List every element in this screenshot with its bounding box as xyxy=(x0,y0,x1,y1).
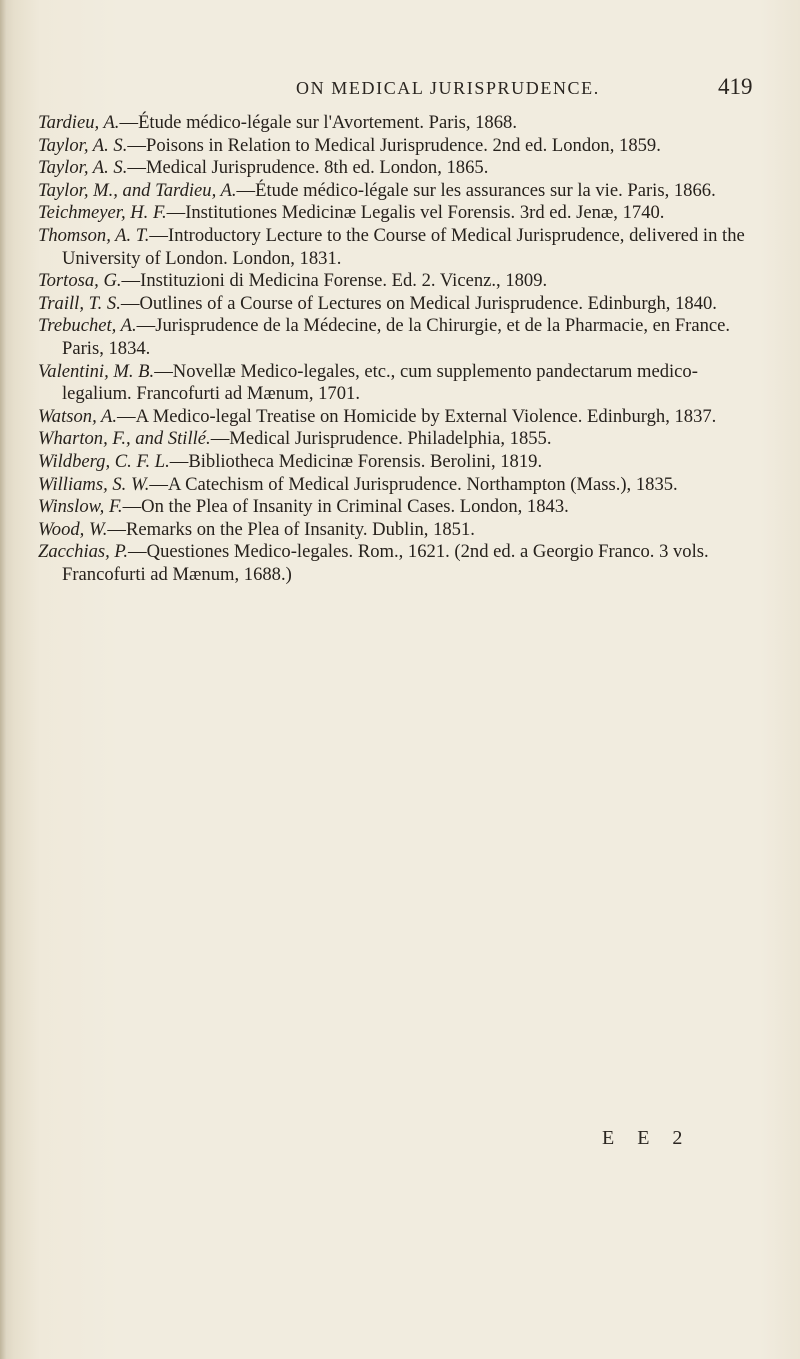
entry-author: Valentini, M. B. xyxy=(38,360,155,382)
entry-text: —Medical Jurisprudence. Philadelphia, 1855. xyxy=(210,428,552,450)
bibliography-entry xyxy=(38,112,760,135)
bibliography-entry xyxy=(38,225,760,270)
entry-text: —Remarks on the Plea of Insanity. Dublin, 1851. xyxy=(107,518,475,540)
entry-text: —Medical Jurisprudence. 8th ed. London, 1865. xyxy=(127,157,489,179)
entry-text: —Jurisprudence de la Médecine, de la Chirurgie, et de la Pharmacie, en France. Paris, 1834. xyxy=(62,315,731,359)
entry-text: —A Medico-legal Treatise on Homicide by External Violence. Edinburgh, 1837. xyxy=(117,405,717,427)
entry-author: Trebuchet, A. xyxy=(38,315,137,337)
entry-text: —Étude médico-légale sur les assurances sur la vie. Paris, 1866. xyxy=(236,179,716,201)
entry-author: Watson, A. xyxy=(38,405,118,427)
entry-text: —A Catechism of Medical Jurisprudence. Northampton (Mass.), 1835. xyxy=(149,473,678,495)
bibliography-entry xyxy=(38,428,760,451)
entry-author: Wildberg, C. F. L. xyxy=(38,450,170,472)
running-title: ON MEDICAL JURISPRUDENCE. xyxy=(296,78,600,98)
entry-text: —Étude médico-légale sur l'Avortement. Paris, 1868. xyxy=(119,112,517,133)
entry-author: Winslow, F. xyxy=(38,496,123,518)
entry-author: Tardieu, A. xyxy=(38,112,120,133)
bibliography-entry xyxy=(38,451,760,474)
bibliography-entry xyxy=(38,315,760,360)
entry-text: —Poisons in Relation to Medical Jurisprudence. 2nd ed. London, 1859. xyxy=(127,134,661,156)
entry-author: Zacchias, P. xyxy=(38,541,129,563)
bibliography-entry xyxy=(38,157,760,180)
page-number: 419 xyxy=(718,74,753,99)
entry-text: —Institutiones Medicinæ Legalis vel Forensis. 3rd ed. Jenæ, 1740. xyxy=(166,202,665,224)
bibliography-entry xyxy=(38,361,760,406)
entry-text: —Outlines of a Course of Lectures on Medical Jurisprudence. Edinburgh, 1840. xyxy=(120,292,717,314)
bibliography-list xyxy=(38,112,760,586)
entry-author: Williams, S. W. xyxy=(38,473,150,495)
entry-author: Wharton, F., and Stillé. xyxy=(38,428,211,450)
bibliography-entry xyxy=(38,135,760,158)
entry-author: Taylor, A. S. xyxy=(38,157,128,179)
bibliography-entry xyxy=(38,406,760,429)
bibliography-entry xyxy=(38,496,760,519)
entry-text: —On the Plea of Insanity in Criminal Cases. London, 1843. xyxy=(122,496,569,518)
entry-author: Teichmeyer, H. F. xyxy=(38,202,167,224)
bibliography-entry xyxy=(38,202,760,225)
entry-author: Thomson, A. T. xyxy=(38,224,150,246)
entry-text: —Introductory Lecture to the Course of Medical Jurisprudence, delivered in the University of London. London, 1831. xyxy=(62,224,745,269)
bibliography-entry xyxy=(38,180,760,203)
page-spine-shadow xyxy=(0,0,6,1359)
bibliography-entry xyxy=(38,474,760,497)
entry-author: Wood, W. xyxy=(38,518,108,540)
bibliography-entry xyxy=(38,270,760,293)
entry-text: —Questiones Medico-legales. Rom., 1621. (2nd ed. a Georgio Franco. 3 vols. Francofurti ad Mænum, 1688.) xyxy=(62,541,709,585)
entry-text: —Novellæ Medico-legales, etc., cum supplemento pandectarum medico-legalium. Francofurti ad Mænum, 1701. xyxy=(62,360,698,405)
bibliography-entry xyxy=(38,541,760,586)
entry-author: Taylor, A. S. xyxy=(38,134,128,156)
entry-text: —Instituzioni di Medicina Forense. Ed. 2. Vicenz., 1809. xyxy=(121,270,548,292)
bibliography-entry xyxy=(38,519,760,542)
entry-author: Taylor, M., and Tardieu, A. xyxy=(38,179,237,201)
bibliography-entry xyxy=(38,293,760,316)
entry-text: —Bibliotheca Medicinæ Forensis. Berolini, 1819. xyxy=(169,450,543,472)
entry-author: Tortosa, G. xyxy=(38,270,122,292)
signature-mark: E E 2 xyxy=(602,1127,692,1149)
entry-author: Traill, T. S. xyxy=(38,292,121,314)
